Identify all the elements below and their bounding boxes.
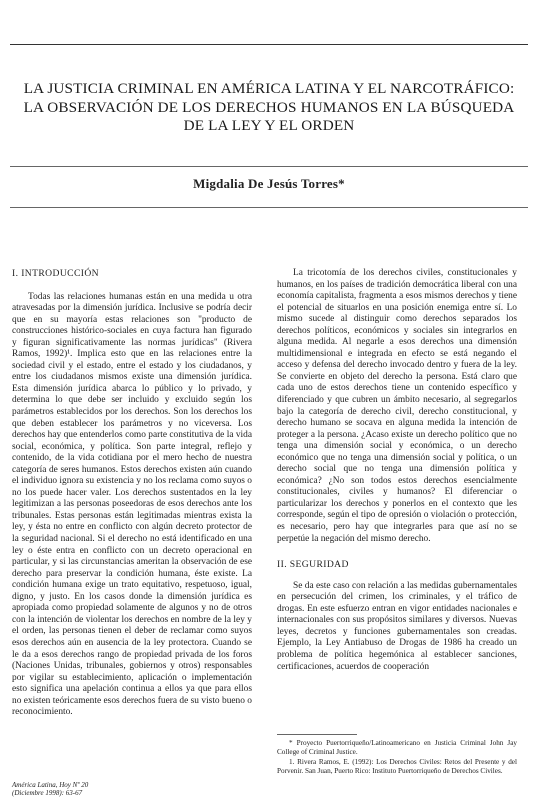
- section-heading-introduccion: I. INTRODUCCIÓN: [12, 268, 100, 279]
- footer-journal: América Latina, Hoy Nº 20: [12, 781, 89, 789]
- title-line-2: LA OBSERVACIÓN DE LOS DERECHOS HUMANOS EN LA BÚSQUEDA: [23, 98, 515, 116]
- footnotes: [277, 734, 517, 777]
- intro-paragraph: Todas las relaciones humanas están en una medida u otra atravesadas por la dimensión jurídica. Inclusive se podría decir que en su mayoría estas relaciones son "producto de construcciones histórico-sociales en cuya factura han figurado y figuran significativamente las normas jurídicas" (Rivera Ramos, 1992)¹. Implica esto que en las relaciones entre la sociedad civil y el estado, entre el estado y los ciudadanos, y entre los ciudadanos mismos existe una dimensión jurídica. Esta dimensión jurídica abarca lo público y lo privado, y determina lo que debe ser incluido y excluido según los parámetros establecidos por los derechos. Son los derechos los que deben establecer los parámetros y no viceversa. Los derechos hay que entenderlos como parte constitutiva de la vida social, económica, y política. Son parte integral, reflejo y contenido, de la vida cotidiana por el mero hecho de nuestra categoría de seres humanos. Estos derechos existen aún cuando el individuo ignora su existencia y no los reclama como suyos o no los puede hacer valer. Los derechos sustentados en la ley legitimizan a las personas poseedoras de esos derechos ante los tribunales. Estas personas están legitimadas mientras exista la ley, y ésta no entre en conflicto con algún decreto protector de la seguridad nacional. Si el derecho no está identificado en una ley o éste entra en conflicto con un decreto operacional en particular, y si las circunstancias ameritan la observación de ese derecho para preservar la condición humana, éste existe. La condición humana exige un trato equitativo, respetuoso, igual, digno, y justo. En los casos donde la dimensión jurídica es apropiada como propiedad solamente de algunos y no de otros con la intención de violentar los derechos en nombre de la ley y el orden, las personas tienen el deber de reclamar como suyos esos derechos aún en ausencia de la ley protectora. Cuando se le da a esos derechos rango de propiedad privada de los foros (Naciones Unidas, tribunales, gobiernos y otros) responsables por vigilar su establecimiento, aplicación o implementación esto significa una apelación continua a ellos ya que para ellos no existen teóricamente esos derechos fuera de su visto bueno o reconocimiento.: [12, 291, 252, 718]
- title-line-3: DE LA LEY Y EL ORDEN: [183, 117, 355, 134]
- journal-footer: [12, 781, 88, 798]
- tricotomia-paragraph: La tricotomía de los derechos civiles, constitucionales y humanos, en los países de tradición democrática liberal con una economía capitalista, fragmenta a esos mismos derechos y tiene el potencial de situarlos en una posición enemiga entre sí. Lo mismo sucede al distinguir como derechos separados los derechos políticos, económicos y sociales sin integrarlos en alguna medida. Al negarle a esos derechos una dimensión multidimensional e integrada en efecto se está negando el acceso y defensa del derecho invocado dentro y fuera de la ley. Se convierte en objeto del derecho la persona. Está claro que cada uno de estos derechos tiene un contenido específico y diferenciado y que cubren un ámbito necesario, al segregarlos bajo la categoría de derecho civil, derecho constitucional, y derecho humano se socava en alguna medida la intención de proteger a la persona. ¿Acaso existe un derecho político que no tenga una dimensión social y económica, o un derecho económico que no tenga una dimensión social y política, o un derecho social que no tenga una dimensión política y económica? ¿No son todos estos derechos esencialmente constitucionales, civiles y humanos? El diferenciar o particularizar los derechos y ponerlos en el contexto que les corresponde, según el tipo de opresión o violación o protección, es necesario, pero hay que integrarles para que así no se perpetúe la negación del mismo derecho.: [277, 268, 517, 544]
- left-column: [12, 268, 252, 719]
- title-line-1: LA JUSTICIA CRIMINAL EN AMÉRICA LATINA Y EL NARCOTRÁFICO:: [23, 80, 515, 97]
- author-rule: [10, 207, 528, 208]
- right-column: [277, 268, 517, 673]
- section-heading-seguridad: II. SEGURIDAD: [277, 559, 349, 571]
- footnote-author: * Proyecto Puertorriqueño/Latinoamericano en Justicia Criminal John Jay College of Criminal Justice.: [277, 739, 517, 756]
- article-title: [10, 80, 528, 136]
- author-name: Migdalia De Jesús Torres*: [193, 176, 345, 191]
- footnote-rule: [277, 734, 357, 735]
- top-rule: [10, 44, 528, 45]
- footer-issue: (Diciembre 1998): 63-67: [12, 789, 83, 798]
- title-rule: [10, 166, 528, 167]
- seguridad-paragraph: Se da este caso con relación a las medidas gubernamentales en persecución del crimen, los criminales, y el tráfico de drogas. En este esfuerzo entran en vigor entidades nacionales e internacionales con sus propósitos similares y diversos. Nuevas leyes, decretos y funciones gubernamentales son creadas. Ejemplo, la Ley Antiabuso de Drogas de 1986 ha creado un problema de política hegemónica al establecer sanciones, certificaciones, acuerdos de cooperación: [277, 580, 517, 672]
- footnote-1: 1. Rivera Ramos, E. (1992): Los Derechos Civiles: Retos del Presente y del Porvenir. San Juan, Puerto Rico: Instituto Puertorriqueño de Derechos Civiles.: [277, 758, 517, 775]
